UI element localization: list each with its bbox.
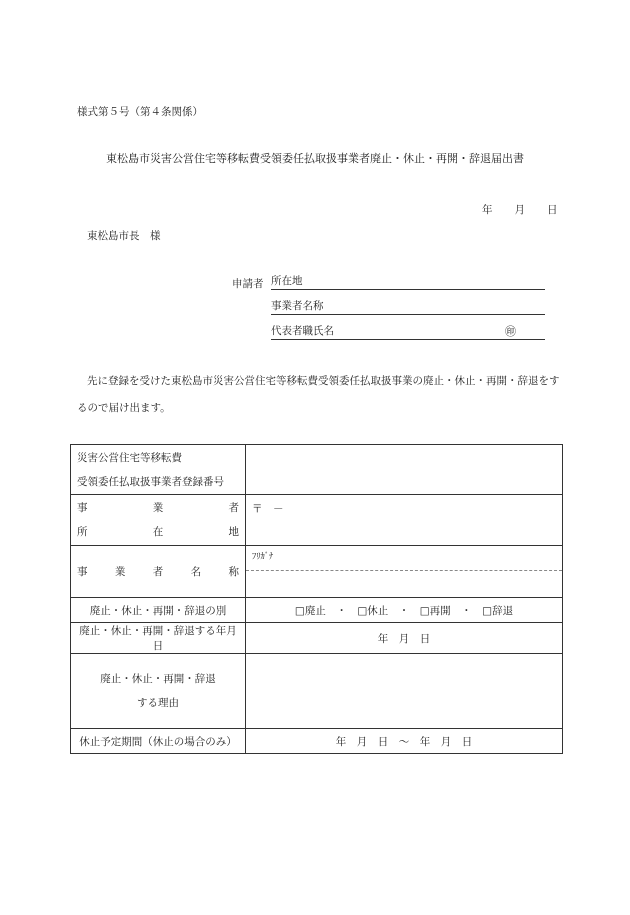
postal-mark: 〒 － xyxy=(252,503,284,515)
applicant-label: 申請者 xyxy=(232,278,264,290)
reason-value[interactable] xyxy=(246,654,563,729)
row-reason xyxy=(71,654,563,729)
row-date xyxy=(71,623,563,654)
furigana-label: ﾌﾘｶﾞﾅ xyxy=(246,546,562,571)
business-address-label xyxy=(71,495,246,546)
representative-field-label: 代表者職氏名 xyxy=(271,325,334,337)
effective-date-label: 廃止・休止・再開・辞退する年月日 xyxy=(71,623,246,654)
effective-date-value[interactable]: 年 月 日 xyxy=(246,623,563,654)
addressee: 東松島市長 様 xyxy=(87,230,161,242)
date-year: 年 xyxy=(482,204,493,216)
form-number-label: 様式第５号（第４条関係） xyxy=(77,106,203,118)
label-char: 事 xyxy=(77,502,88,514)
type-options[interactable]: □廃止 ・ □休止 ・ □再開 ・ □辞退 xyxy=(246,598,563,623)
row-business-name xyxy=(71,546,563,598)
label-char: 業 xyxy=(152,502,164,514)
suspension-period-value[interactable]: 年 月 日 ～ 年 月 日 xyxy=(246,729,563,754)
business-name-label-chars xyxy=(77,564,239,579)
reason-label xyxy=(71,654,246,729)
business-name-input-area[interactable] xyxy=(246,571,562,597)
business-name-value[interactable] xyxy=(246,546,563,598)
label-char: 者 xyxy=(152,566,164,578)
address-field-label: 所在地 xyxy=(271,275,303,287)
registration-number-label-line1: 災害公営住宅等移転費 xyxy=(77,451,182,464)
business-name-field-label: 事業者名称 xyxy=(271,300,324,312)
label-char: 地 xyxy=(228,526,239,538)
row-address xyxy=(71,495,563,546)
business-name-field[interactable] xyxy=(271,300,545,315)
label-char: 在 xyxy=(152,526,164,538)
row-period xyxy=(71,729,563,754)
registration-table xyxy=(70,444,563,754)
label-char: 名 xyxy=(190,566,202,578)
type-label: 廃止・休止・再開・辞退の別 xyxy=(71,598,246,623)
body-text: 先に登録を受けた東松島市災害公営住宅等移転費受領委任払取扱事業の廃止・休止・再開・辞退をするので届け出ます。 xyxy=(77,375,560,414)
business-address-label-line2 xyxy=(77,520,239,544)
document-title: 東松島市災害公営住宅等移転費受領委任払取扱事業者廃止・休止・再開・辞退届出書 xyxy=(106,152,524,165)
registration-number-label-line2: 受領委任払取扱事業者登録番号 xyxy=(77,475,224,488)
label-char: 業 xyxy=(114,566,126,578)
label-char: 称 xyxy=(228,566,239,578)
row-type xyxy=(71,598,563,623)
date-row xyxy=(482,202,558,217)
date-month: 月 xyxy=(514,204,525,216)
label-char: 者 xyxy=(228,502,239,514)
label-char: 事 xyxy=(77,566,88,578)
address-field[interactable] xyxy=(271,275,545,290)
seal-mark: ㊞ xyxy=(505,325,516,338)
date-day: 日 xyxy=(547,204,558,216)
representative-field[interactable] xyxy=(271,325,545,340)
suspension-period-label: 休止予定期間（休止の場合のみ） xyxy=(71,729,246,754)
label-char: 所 xyxy=(77,526,88,538)
business-address-value[interactable] xyxy=(246,495,563,546)
row-registration-number xyxy=(71,445,563,495)
registration-number-value[interactable] xyxy=(246,445,563,495)
registration-number-label xyxy=(71,445,246,495)
business-address-label-line1 xyxy=(77,496,239,520)
business-name-label xyxy=(71,546,246,598)
reason-label-line2: する理由 xyxy=(137,697,179,709)
reason-label-line1: 廃止・休止・再開・辞退 xyxy=(100,673,216,685)
